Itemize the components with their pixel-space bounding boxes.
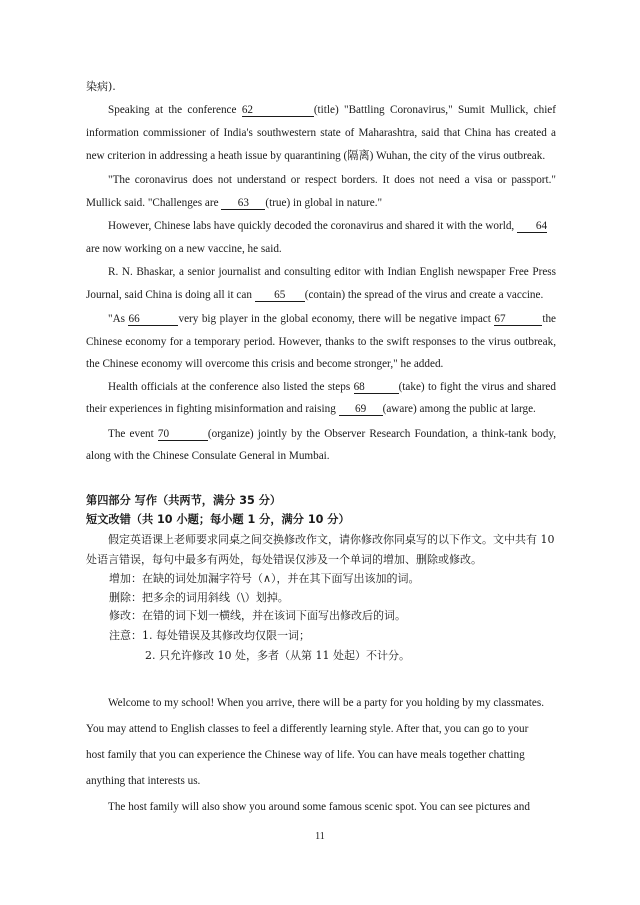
essay-line: host family that you can experience the Chinese way of life. You can have meals together chatting bbox=[86, 749, 525, 761]
text: "As bbox=[108, 313, 125, 325]
text-line: are now working on a new vaccine, he said. bbox=[86, 243, 282, 255]
text: (take) to fight the virus and shared bbox=[398, 381, 556, 393]
text-line: the Chinese economy will overcome this crisis and become stronger," he added. bbox=[86, 358, 444, 370]
text: the bbox=[542, 313, 557, 325]
blank-65[interactable]: 65 bbox=[255, 289, 305, 302]
blank-62[interactable]: 62 bbox=[242, 104, 314, 117]
text: Health officials at the conference also listed the steps bbox=[108, 381, 351, 393]
text: Speaking at the conference bbox=[108, 104, 237, 116]
essay-line: Welcome to my school! When you arrive, there will be a party for you holding by my classmates. bbox=[108, 697, 545, 709]
text-line: "The coronavirus does not understand or respect borders. It does not need a visa or passport." bbox=[108, 174, 556, 186]
instruction-note-1: 注意：1. 每处错误及其修改均仅限一词； bbox=[109, 629, 310, 642]
text-line: information commissioner of India's southwestern state of Maharashtra, said that China has created a bbox=[86, 127, 556, 139]
paragraph-65 bbox=[86, 288, 556, 302]
text: (organize) jointly by the Observer Research Foundation, a think-tank body, bbox=[207, 428, 556, 440]
section-subheading: 短文改错（共 10 小题；每小题 1 分，满分 10 分） bbox=[86, 513, 350, 526]
blank-66[interactable]: 66 bbox=[128, 313, 178, 326]
text-line: along with the Chinese Consulate General in Mumbai. bbox=[86, 450, 330, 462]
text-line: Chinese economy for a temporary period. However, thanks to the swift responses to the virus outbreak, bbox=[86, 336, 556, 348]
text: (true) in global in nature." bbox=[265, 197, 383, 209]
essay-line: The host family will also show you around some famous scenic spot. You can see pictures and bbox=[108, 801, 530, 813]
text-line: R. N. Bhaskar, a senior journalist and consulting editor with Indian English newspaper Free Press bbox=[108, 266, 556, 278]
text: Journal, said China is doing all it can bbox=[86, 289, 252, 301]
instruction-modify: 修改：在错的词下划一横线，并在该词下面写出修改后的词。 bbox=[109, 609, 406, 622]
paragraph-68 bbox=[108, 380, 556, 394]
paragraph-64 bbox=[108, 219, 556, 233]
instruction-line: 处语言错误，每句中最多有两处，每处错误仅涉及一个单词的增加、删除或修改。 bbox=[86, 553, 482, 566]
instruction-delete: 删除：把多余的词用斜线（\）划掉。 bbox=[109, 591, 289, 604]
paragraph-62 bbox=[108, 103, 556, 117]
text: Mullick said. "Challenges are bbox=[86, 197, 219, 209]
blank-63[interactable]: 63 bbox=[221, 197, 265, 210]
instruction-note-2: 2. 只允许修改 10 处，多者（从第 11 处起）不计分。 bbox=[145, 649, 410, 662]
section-heading: 第四部分 写作（共两节，满分 35 分） bbox=[86, 494, 282, 507]
text: However, Chinese labs have quickly decoded the coronavirus and shared it with the world, bbox=[108, 220, 515, 232]
text: The event bbox=[108, 428, 154, 440]
text: very big player in the global economy, there will be negative impact bbox=[178, 313, 491, 325]
text-line: new criterion in addressing a heath issue by quarantining (隔离) Wuhan, the city of the virus outbreak. bbox=[86, 150, 546, 162]
instruction-add: 增加：在缺的词处加漏字符号（∧），并在其下面写出该加的词。 bbox=[109, 572, 420, 585]
text: (title) "Battling Coronavirus," Sumit Mullick, chief bbox=[313, 104, 556, 116]
blank-70[interactable]: 70 bbox=[158, 428, 208, 441]
paragraph-69 bbox=[86, 402, 556, 416]
essay-line: You may attend to English classes to feel a differently learning style. After that, you can go to your bbox=[86, 723, 529, 735]
essay-line: anything that interests us. bbox=[86, 775, 201, 787]
passage-fragment: 染病). bbox=[86, 80, 116, 93]
paragraph-66-67 bbox=[108, 312, 556, 326]
text: (contain) the spread of the virus and create a vaccine. bbox=[304, 289, 544, 301]
paragraph-63 bbox=[86, 196, 556, 210]
text: (aware) among the public at large. bbox=[382, 403, 536, 415]
blank-64[interactable]: 64 bbox=[517, 220, 547, 233]
blank-67[interactable]: 67 bbox=[494, 313, 542, 326]
page-number: 11 bbox=[315, 831, 325, 842]
instruction-line: 假定英语课上老师要求同桌之间交换修改作文，请你修改你同桌写的以下作文。文中共有 10 bbox=[108, 533, 555, 546]
blank-68[interactable]: 68 bbox=[354, 381, 399, 394]
blank-69[interactable]: 69 bbox=[339, 403, 383, 416]
text: their experiences in fighting misinformation and raising bbox=[86, 403, 336, 415]
paragraph-70 bbox=[108, 427, 556, 441]
